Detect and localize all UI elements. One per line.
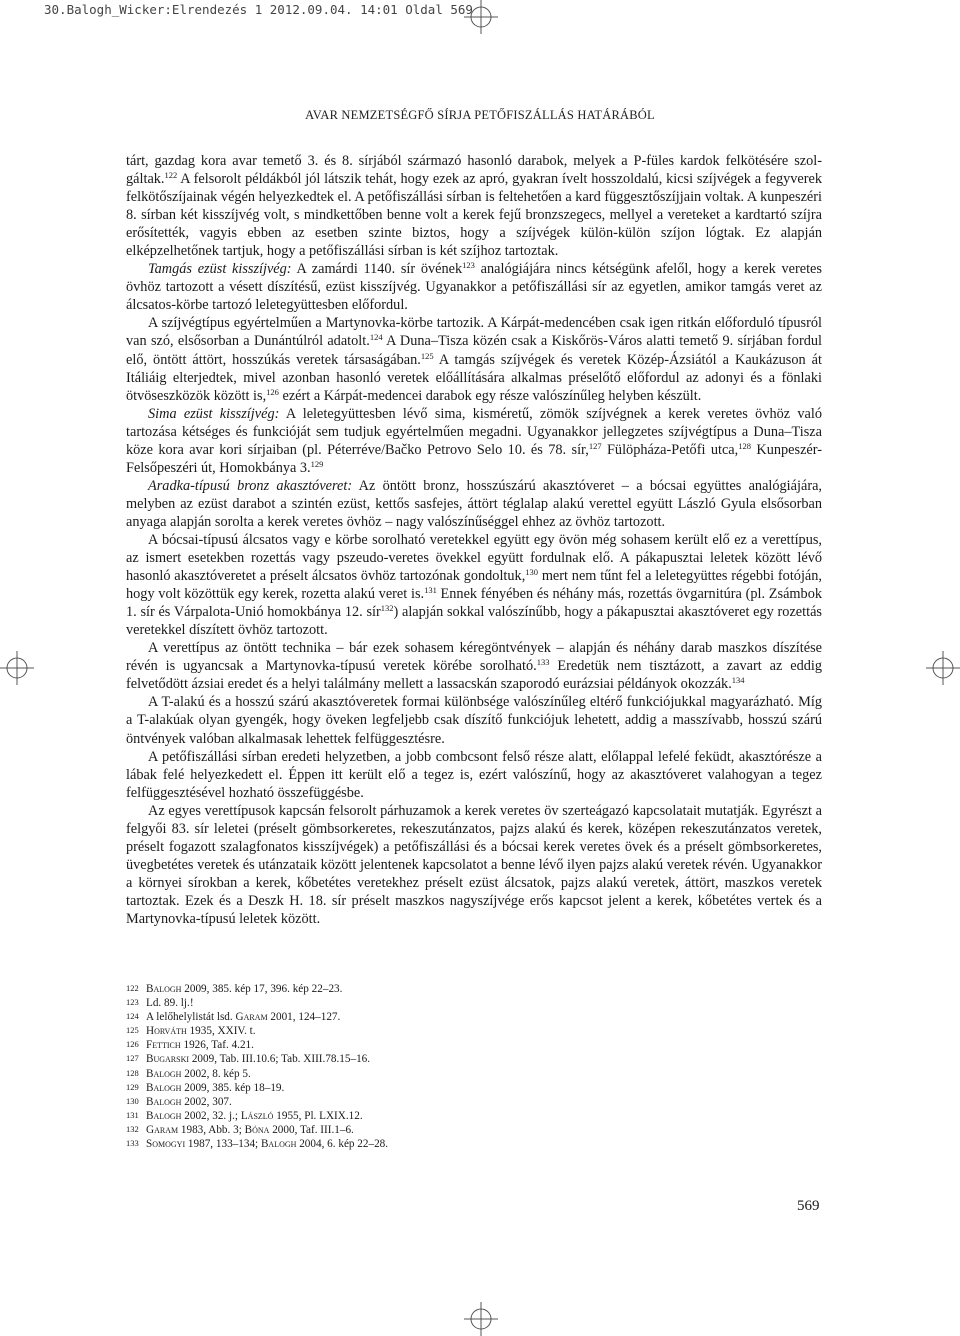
- footnote-number: 123: [126, 997, 139, 1008]
- text-run: A tamgás szíjvégek és veretek Közép-Ázsiától a Kaukázuson át Itáliáig elterjedtek, mivel azonban hasonló veretek előállítására alkalmas préselőtő előfordul az adonyi és a fönlaki ötvöseszközök között is,: [126, 351, 822, 404]
- author-name: Balogh: [146, 1095, 182, 1108]
- paragraph: [126, 260, 822, 314]
- footnote: [126, 1038, 822, 1052]
- author-name: Fettich: [146, 1039, 181, 1052]
- text-run: tárt, gazdag kora avar temető 3. és 8. sírjából származó hasonló darabok, melyek a P-füles kardok felkötésére szolgáltak.: [126, 153, 822, 188]
- citation-text: 1983, Abb. 3;: [178, 1123, 245, 1136]
- printer-slug: 30.Balogh_Wicker:Elrendezés 1 2012.09.04. 14:01 Oldal 569: [44, 2, 473, 17]
- footnote-number: 126: [126, 1039, 139, 1050]
- citation-text: 1987, 133–134;: [185, 1138, 261, 1151]
- footnote-ref[interactable]: 130: [525, 567, 539, 578]
- text-run: Ennek fényében és néhány más, rozettás övgarnitúra (pl. Zsámbok 1. sír és Várpalota-Unió homokbánya 12. sír: [126, 586, 822, 621]
- text-run: A Duna–Tisza közén csak a Kiskőrös-Város alatti temető 9. sírjában fordul elő, öntött áttört, hosszúkás veretek társaságában.: [126, 333, 822, 368]
- author-name: László: [240, 1109, 274, 1122]
- text-run: Az egyes verettípusok kapcsán felsorolt párhuzamok a kerek veretes öv szerteágazó kapcsolatait mutatják. Egyrészt a felgyői 83. sír leletei (préselt gömbsorkeretes, rekeszutánzatos, pajzs alakú és kerek, középen rekeszutánzatos veretek, préselt fogazott szalagfonatos kisszíjvégek) a petőfiszállási és a bócsai kerek veretes övek és a préselt gömbsorkeretes, üvegbetétes veretek és utánzataik között jelentenek kapcsolatot a benne lévő ilyen pajzs alakú veretek révén. Ugyanakkor a környei sírokban a kerek, kőbetétes veretekhez préselt ezüst álcsatok, pajzs alakú veretek, áttört, maszkos veretek tartoztak. Ezek és a Deszk H. 18. sír préselt maszkos nagyszíjvége erős kapcsot jelent a kerek, kőbetétes vertek és a Martynovka-típusú leletek között.: [126, 802, 822, 927]
- text-run: analógiájára nincs kétségünk afelől, hogy a kerek veretes övhöz tartozott a vésett díszítésű, ezüst kisszíjvég. Ugyanakkor a petőfiszállási sír az egyetlen, amikor tamgás veret az álcsatos-körbe tartozó leletegyüttesben előfordul.: [126, 261, 822, 314]
- text-run: mert nem tűnt fel a leletegyüttes régebbi fotóján, hogy volt közöttük egy kerek, rozetta alakú veret is.: [126, 568, 822, 603]
- text-run: A zamárdi 1140. sír övének: [291, 261, 463, 278]
- footnote-number: 129: [126, 1081, 139, 1092]
- paragraph: [126, 152, 822, 260]
- citation-text: 2009, 385. kép 18–19.: [181, 1081, 285, 1094]
- paragraph: [126, 314, 822, 404]
- text-run: Az öntött bronz, hosszúszárú akasztóveret – a bócsai együttes analógiájára, melyben az ezüst darabot a szintén ezüst, kettős sasfejes, áttört téglalap alakú verettel együtt László Gyula elsősorban anyaga alapján sorolta a kerek veretes övhöz – nagy valószínűséggel ehhez az övhöz tartozott.: [126, 477, 822, 530]
- footnote-ref[interactable]: 131: [424, 585, 437, 596]
- running-head: AVAR NEMZETSÉGFŐ SÍRJA PETŐFISZÁLLÁS HATÁRÁBÓL: [305, 108, 655, 122]
- footnotes: [126, 982, 822, 1151]
- text-run: Kunpeszér-Felsőpeszéri út, Homokbánya 3.: [126, 441, 822, 476]
- footnote-ref[interactable]: 123: [462, 260, 475, 271]
- text-run: A petőfiszállási sírban eredeti helyzetben, a jobb combcsont felső része alatt, előlappal lefelé feküdt, akasztórésze a lábak felé helyezkedett el. Éppen itt került elő a tegez is, ezért valószínű, hogy az akasztóveret valahogyan a tegez felfüggesztésével hozható összefüggésbe.: [126, 748, 822, 801]
- footnote-ref[interactable]: 126: [266, 386, 279, 397]
- subheading: Tamgás ezüst kisszíjvég:: [148, 261, 292, 278]
- footnote: [126, 1010, 822, 1024]
- citation-text: 1935, XXIV. t.: [186, 1025, 256, 1038]
- footnote-number: 130: [126, 1095, 139, 1106]
- footnote: [126, 1137, 822, 1151]
- text-run: A T-alakú és a hosszú szárú akasztóveretek formai különbsége valószínűleg eltérő funkciójukkal magyarázható. Míg a T-alakúak olyan gyengék, hogy öveken legfeljebb csak díszítő funkciójuk lehetett, addig a masszívabb, hosszú szárú öntvények valóban alkalmasak lehettek felfüggesztésre.: [126, 694, 822, 747]
- citation-text: 1926, Taf. 4.21.: [180, 1039, 254, 1052]
- paragraph: [126, 639, 822, 693]
- footnote-number: 133: [126, 1138, 139, 1149]
- text-run: ezért a Kárpát-medencei darabok egy része valószínűleg helyben készült.: [278, 387, 702, 404]
- paragraph: [126, 693, 822, 747]
- text-run: ) alapján sokkal valószínűbb, hogy a pákapusztai akasztóveret egy rozettás veretekkel díszített övhöz tartozott.: [126, 604, 822, 639]
- footnote-number: 132: [126, 1123, 139, 1134]
- footnote-number: 128: [126, 1067, 139, 1078]
- citation-text: 2001, 124–127.: [267, 1011, 341, 1024]
- paragraph: [126, 748, 822, 802]
- author-name: Somogyi: [146, 1138, 186, 1151]
- footnote-number: 122: [126, 983, 139, 993]
- author-name: Horváth: [146, 1025, 187, 1038]
- text-run: A verettípus az öntött technika – bár ezek sohasem kéregöntvények – alapján és néhány darab maszkos díszítése révén is ugyancsak a Martynovka-típusú veretek körébe sorolható.: [126, 640, 822, 675]
- citation-text: 1955, Pl. LXIX.12.: [273, 1109, 363, 1122]
- text-run: A bócsai-típusú álcsatos vagy e körbe sorolható veretekkel együtt egy övön még sohasem került elő ez a verettípus, az ismert esetekben rozettás vagy pszeudo-veretes övekkel együtt fordulnak elő. A pákapusztai leletek között lévő hasonló akasztóveretet a préselt álcsatos övhöz tartozónak gondoltuk,: [126, 531, 822, 585]
- text-run: Eredetük nem tisztázott, a zavart az eddig felvetődött ázsiai eredet és a helyi találmány mellett a lassacskán szaporodó eurázsiai példányok okozzák.: [126, 658, 822, 693]
- footnote: [126, 1081, 822, 1095]
- footnote-number: 131: [126, 1109, 139, 1120]
- footnote-ref[interactable]: 132: [380, 603, 394, 614]
- citation-text: 2000, Taf. III.1–6.: [269, 1123, 354, 1136]
- citation-text: 2004, 6. kép 22–28.: [296, 1138, 389, 1151]
- author-name: Balogh: [146, 1081, 182, 1094]
- subheading: Sima ezüst kisszíjvég:: [148, 405, 280, 422]
- citation-text: 2002, 32. j.;: [181, 1109, 241, 1122]
- footnote-ref[interactable]: 134: [731, 675, 745, 686]
- footnote-ref[interactable]: 127: [588, 440, 602, 451]
- paragraph: [126, 405, 822, 477]
- text-run: A leletegyüttesben lévő sima, kisméretű, zömök szíjvégnek a kerek veretes övhöz való tartozása kétséges és funkcióját sem tudjuk egyértelműen megadni. Ugyanakkor jellegzetes szíjvégtípus a Duna–Tisza köze kora avar kori sírjaiban (pl. Péterréve/Bačko Petrovo Selo 10. és 78. sír,: [126, 405, 823, 458]
- citation-text: A lelőhelylistát lsd.: [146, 1011, 236, 1024]
- author-name: Garam: [235, 1011, 268, 1024]
- subheading: Aradka-típusú bronz akasztóveret:: [148, 477, 353, 494]
- author-name: Balogh: [146, 1067, 182, 1080]
- footnote: [126, 982, 822, 996]
- footnote: [126, 1123, 822, 1137]
- footnote-ref[interactable]: 124: [369, 332, 383, 343]
- paragraph: [126, 531, 822, 639]
- paragraph: [126, 802, 822, 928]
- footnote-ref[interactable]: 129: [310, 458, 324, 469]
- text-run: A felsorolt példákból jól látszik tehát, hogy ezek az apró, gyakran ívelt hosszoldalú, kicsi szíjvégek a fegyverek felkötőszíjainak végén helyezkedtek el. A petőfiszállási sírban is feltehetően a kard függesztőszíjjain voltak. A kunpeszéri 8. sírban két kisszíjvég volt, s mindkettőben benne volt a kerek fejű bronzszegecs, mellyel a vereteket a kardtartó szíjra erősítették, vagyis ebben az esetben szinte biztos, hogy a szíjvégek külön-külön szíjon lógtak. Ez alapján elképzelhetőnek tartjuk, hogy a petőfiszállási sírban is két szíjhoz tartoztak.: [126, 171, 822, 260]
- author-name: Balogh: [146, 1109, 182, 1122]
- text-run: A szíjvégtípus egyértelműen a Martynovka-körbe tartozik. A Kárpát-medencében csak igen ritkán előforduló típusról van szó, elsősorban a Dunántúlról adatolt.: [126, 315, 822, 350]
- citation-text: Ld. 89. lj.!: [146, 997, 194, 1010]
- paragraph: [126, 477, 822, 531]
- registration-mark-icon: [926, 651, 960, 685]
- footnote: [126, 1095, 822, 1109]
- main-text: [126, 152, 822, 928]
- footnote-ref[interactable]: 122: [164, 170, 178, 181]
- footnote: [126, 1052, 822, 1066]
- footnote: [126, 1067, 822, 1081]
- footnote-number: 124: [126, 1011, 139, 1022]
- author-name: Balogh: [146, 983, 182, 995]
- registration-mark-icon: [464, 0, 498, 34]
- author-name: Bugarski: [146, 1053, 190, 1066]
- footnote-number: 125: [126, 1025, 139, 1036]
- text-run: Fülöpháza-Petőfi utca,: [601, 441, 739, 458]
- footnote: [126, 1024, 822, 1038]
- citation-text: 2002, 8. kép 5.: [181, 1067, 251, 1080]
- footnote: [126, 1109, 822, 1123]
- footnote-ref[interactable]: 133: [536, 657, 550, 668]
- registration-mark-icon: [464, 1302, 498, 1336]
- footnote: [126, 996, 822, 1010]
- citation-text: 2002, 307.: [181, 1095, 232, 1108]
- author-name: Balogh: [260, 1138, 297, 1151]
- author-name: Bóna: [244, 1123, 270, 1136]
- citation-text: 2009, Tab. III.10.6; Tab. XIII.78.15–16.: [189, 1053, 371, 1066]
- author-name: Garam: [146, 1123, 179, 1136]
- footnote-ref[interactable]: 128: [738, 440, 751, 451]
- registration-mark-icon: [0, 651, 34, 685]
- citation-text: 2009, 385. kép 17, 396. kép 22–23.: [181, 983, 343, 995]
- footnote-ref[interactable]: 125: [420, 350, 434, 361]
- footnote-number: 127: [126, 1053, 139, 1064]
- page-number: 569: [797, 1198, 820, 1214]
